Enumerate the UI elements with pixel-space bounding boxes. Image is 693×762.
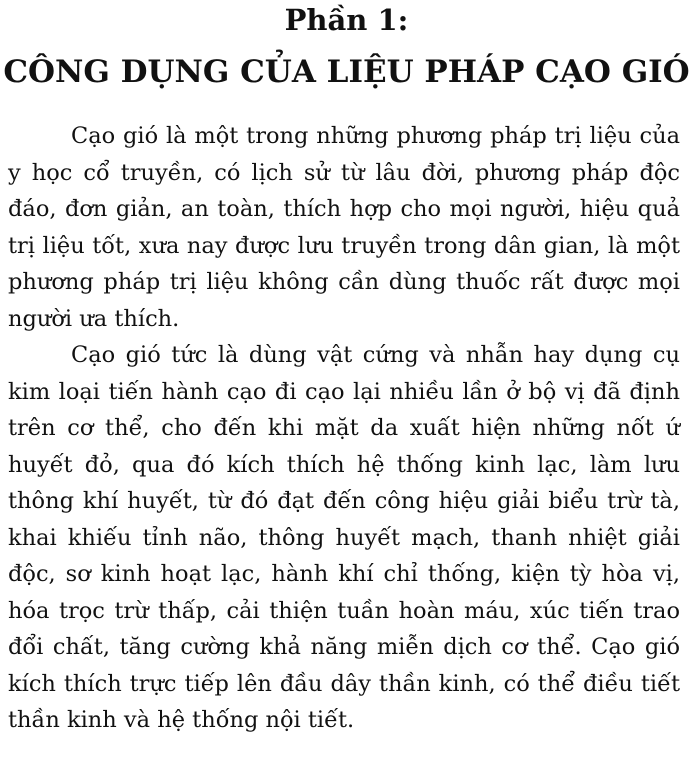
chapter-title: CÔNG DỤNG CỦA LIỆU PHÁP CẠO GIÓ xyxy=(3,54,690,90)
paragraph-2 xyxy=(8,337,680,739)
paragraph-1 xyxy=(8,118,680,337)
paragraph-1-text: Cạo gió là một trong những phương pháp trị liệu của y học cổ truyền, có lịch sử từ lâu đời, phương pháp độc đáo, đơn giản, an toàn, thích hợp cho mọi người, hiệu quả trị liệu tốt, xưa nay được lưu truyền trong dân gian, là một phương pháp trị liệu không cần dùng thuốc rất được mọi người ưa thích. xyxy=(8,123,680,332)
part-label: Phần 1: xyxy=(284,3,409,37)
paragraph-2-text: Cạo gió tức là dùng vật cứng và nhẫn hay dụng cụ kim loại tiến hành cạo đi cạo lại nhiều lần ở bộ vị đã định trên cơ thể, cho đến khi mặt da xuất hiện những nốt ứ huyết đỏ, qua đó kích thích hệ thống kinh lạc, làm lưu thông khí huyết, từ đó đạt đến công hiệu giải biểu trừ tà, khai khiếu tỉnh não, thông huyết mạch, thanh nhiệt giải độc, sơ kinh hoạt lạc, hành khí chỉ thống, kiện tỳ hòa vị, hóa trọc trừ thấp, cải thiện tuần hoàn máu, xúc tiến trao đổi chất, tăng cường khả năng miễn dịch cơ thể. Cạo gió kích thích trực tiếp lên đầu dây thần kinh, có thể điều tiết thần kinh và hệ thống nội tiết. xyxy=(8,342,680,733)
